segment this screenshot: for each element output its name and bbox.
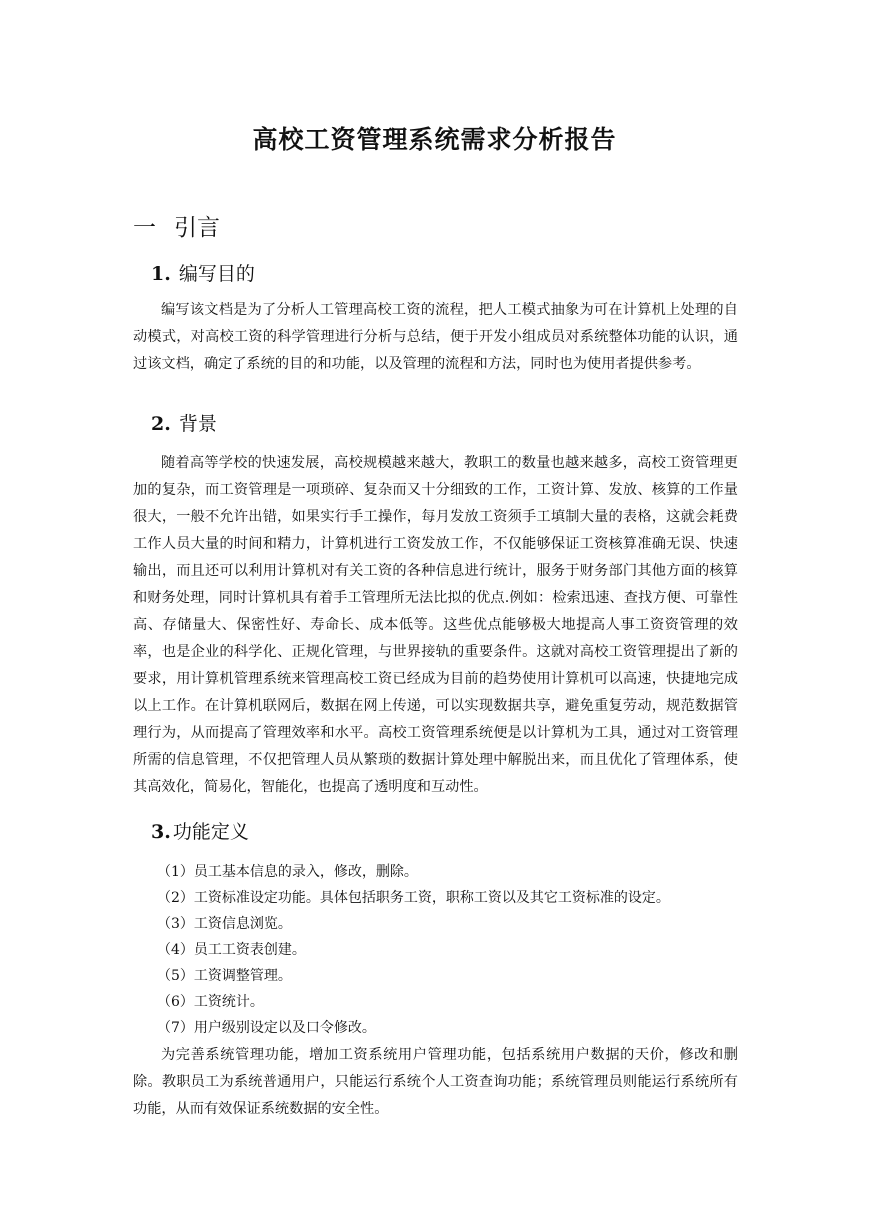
function-item: （2）工资标准设定功能。具体包括职务工资，职称工资以及其它工资标准的设定。 [157, 890, 670, 906]
section-paragraph-background: 随着高等学校的快速发展，高校规模越来越大，教职工的数量也越来越多，高校工资管理更加的复杂，而工资管理是一项琐碎、复杂而又十分细致的工作，工资计算、发放、核算的工作量很大，一般不允许出错，如果实行手工操作，每月发放工资须手工填制大量的表格，这就会耗费工作人员大量的时间和精力，计算机进行工资发放工作，不仅能够保证工资核算准确无误、快速输出，而且还可以利用计算机对有关工资的各种信息进行统计，服务于财务部门其他方面的核算和财务处理，同时计算机具有着手工管理所无法比拟的优点.例如：检索迅速、查找方便、可靠性高、存储量大、保密性好、寿命长、成本低等。这些优点能够极大地提高人事工资资管理的效率，也是企业的科学化、正规化管理，与世界接轨的重要条件。这就对高校工资管理提出了新的要求，用计算机管理系统来管理高校工资已经成为目前的趋势使用计算机可以高速，快捷地完成以上工作。在计算机联网后，数据在网上传递，可以实现数据共享，避免重复劳动，规范数据管理行为，从而提高了管理效率和水平。高校工资管理系统便是以计算机为工具，通过对工资管理所需的信息管理，不仅把管理人员从繁琐的数据计算处理中解脱出来，而且优化了管理体系，使其高效化，简易化，智能化，也提高了透明度和互动性。 [133, 455, 738, 795]
function-item: （4）员工工资表创建。 [157, 942, 306, 958]
section-heading-background [151, 409, 217, 436]
section-title: 功能定义 [172, 821, 249, 843]
section-title: 编写目的 [178, 263, 255, 285]
function-item: （1）员工基本信息的录入，修改，删除。 [157, 864, 418, 880]
chapter-heading [133, 209, 220, 242]
function-item: （6）工资统计。 [157, 994, 264, 1010]
chapter-number: 一 [133, 215, 156, 241]
section-paragraph-functions: 为完善系统管理功能，增加工资系统用户管理功能，包括系统用户数据的天价，修改和删除。教职员工为系统普通用户，只能运行系统个人工资查询功能；系统管理员则能运行系统所有功能，从而有效保证系统数据的安全性。 [133, 1047, 738, 1117]
document-title: 高校工资管理系统需求分析报告 [252, 125, 617, 154]
chapter-title: 引言 [174, 215, 220, 241]
function-item: （5）工资调整管理。 [157, 968, 292, 984]
section-heading-functions [151, 817, 249, 844]
section-number: 1. [151, 263, 171, 285]
section-heading-purpose [151, 259, 255, 286]
function-item: （7）用户级别设定以及口令修改。 [157, 1020, 376, 1036]
function-item: （3）工资信息浏览。 [157, 916, 292, 932]
section-title: 背景 [178, 413, 217, 435]
section-paragraph-purpose: 编写该文档是为了分析人工管理高校工资的流程，把人工模式抽象为可在计算机上处理的自动模式，对高校工资的科学管理进行分析与总结，便于开发小组成员对系统整体功能的认识，通过该文档，确定了系统的目的和功能，以及管理的流程和方法，同时也为使用者提供参考。 [133, 302, 738, 372]
section-number: 3. [151, 821, 171, 843]
section-number: 2. [151, 413, 171, 435]
